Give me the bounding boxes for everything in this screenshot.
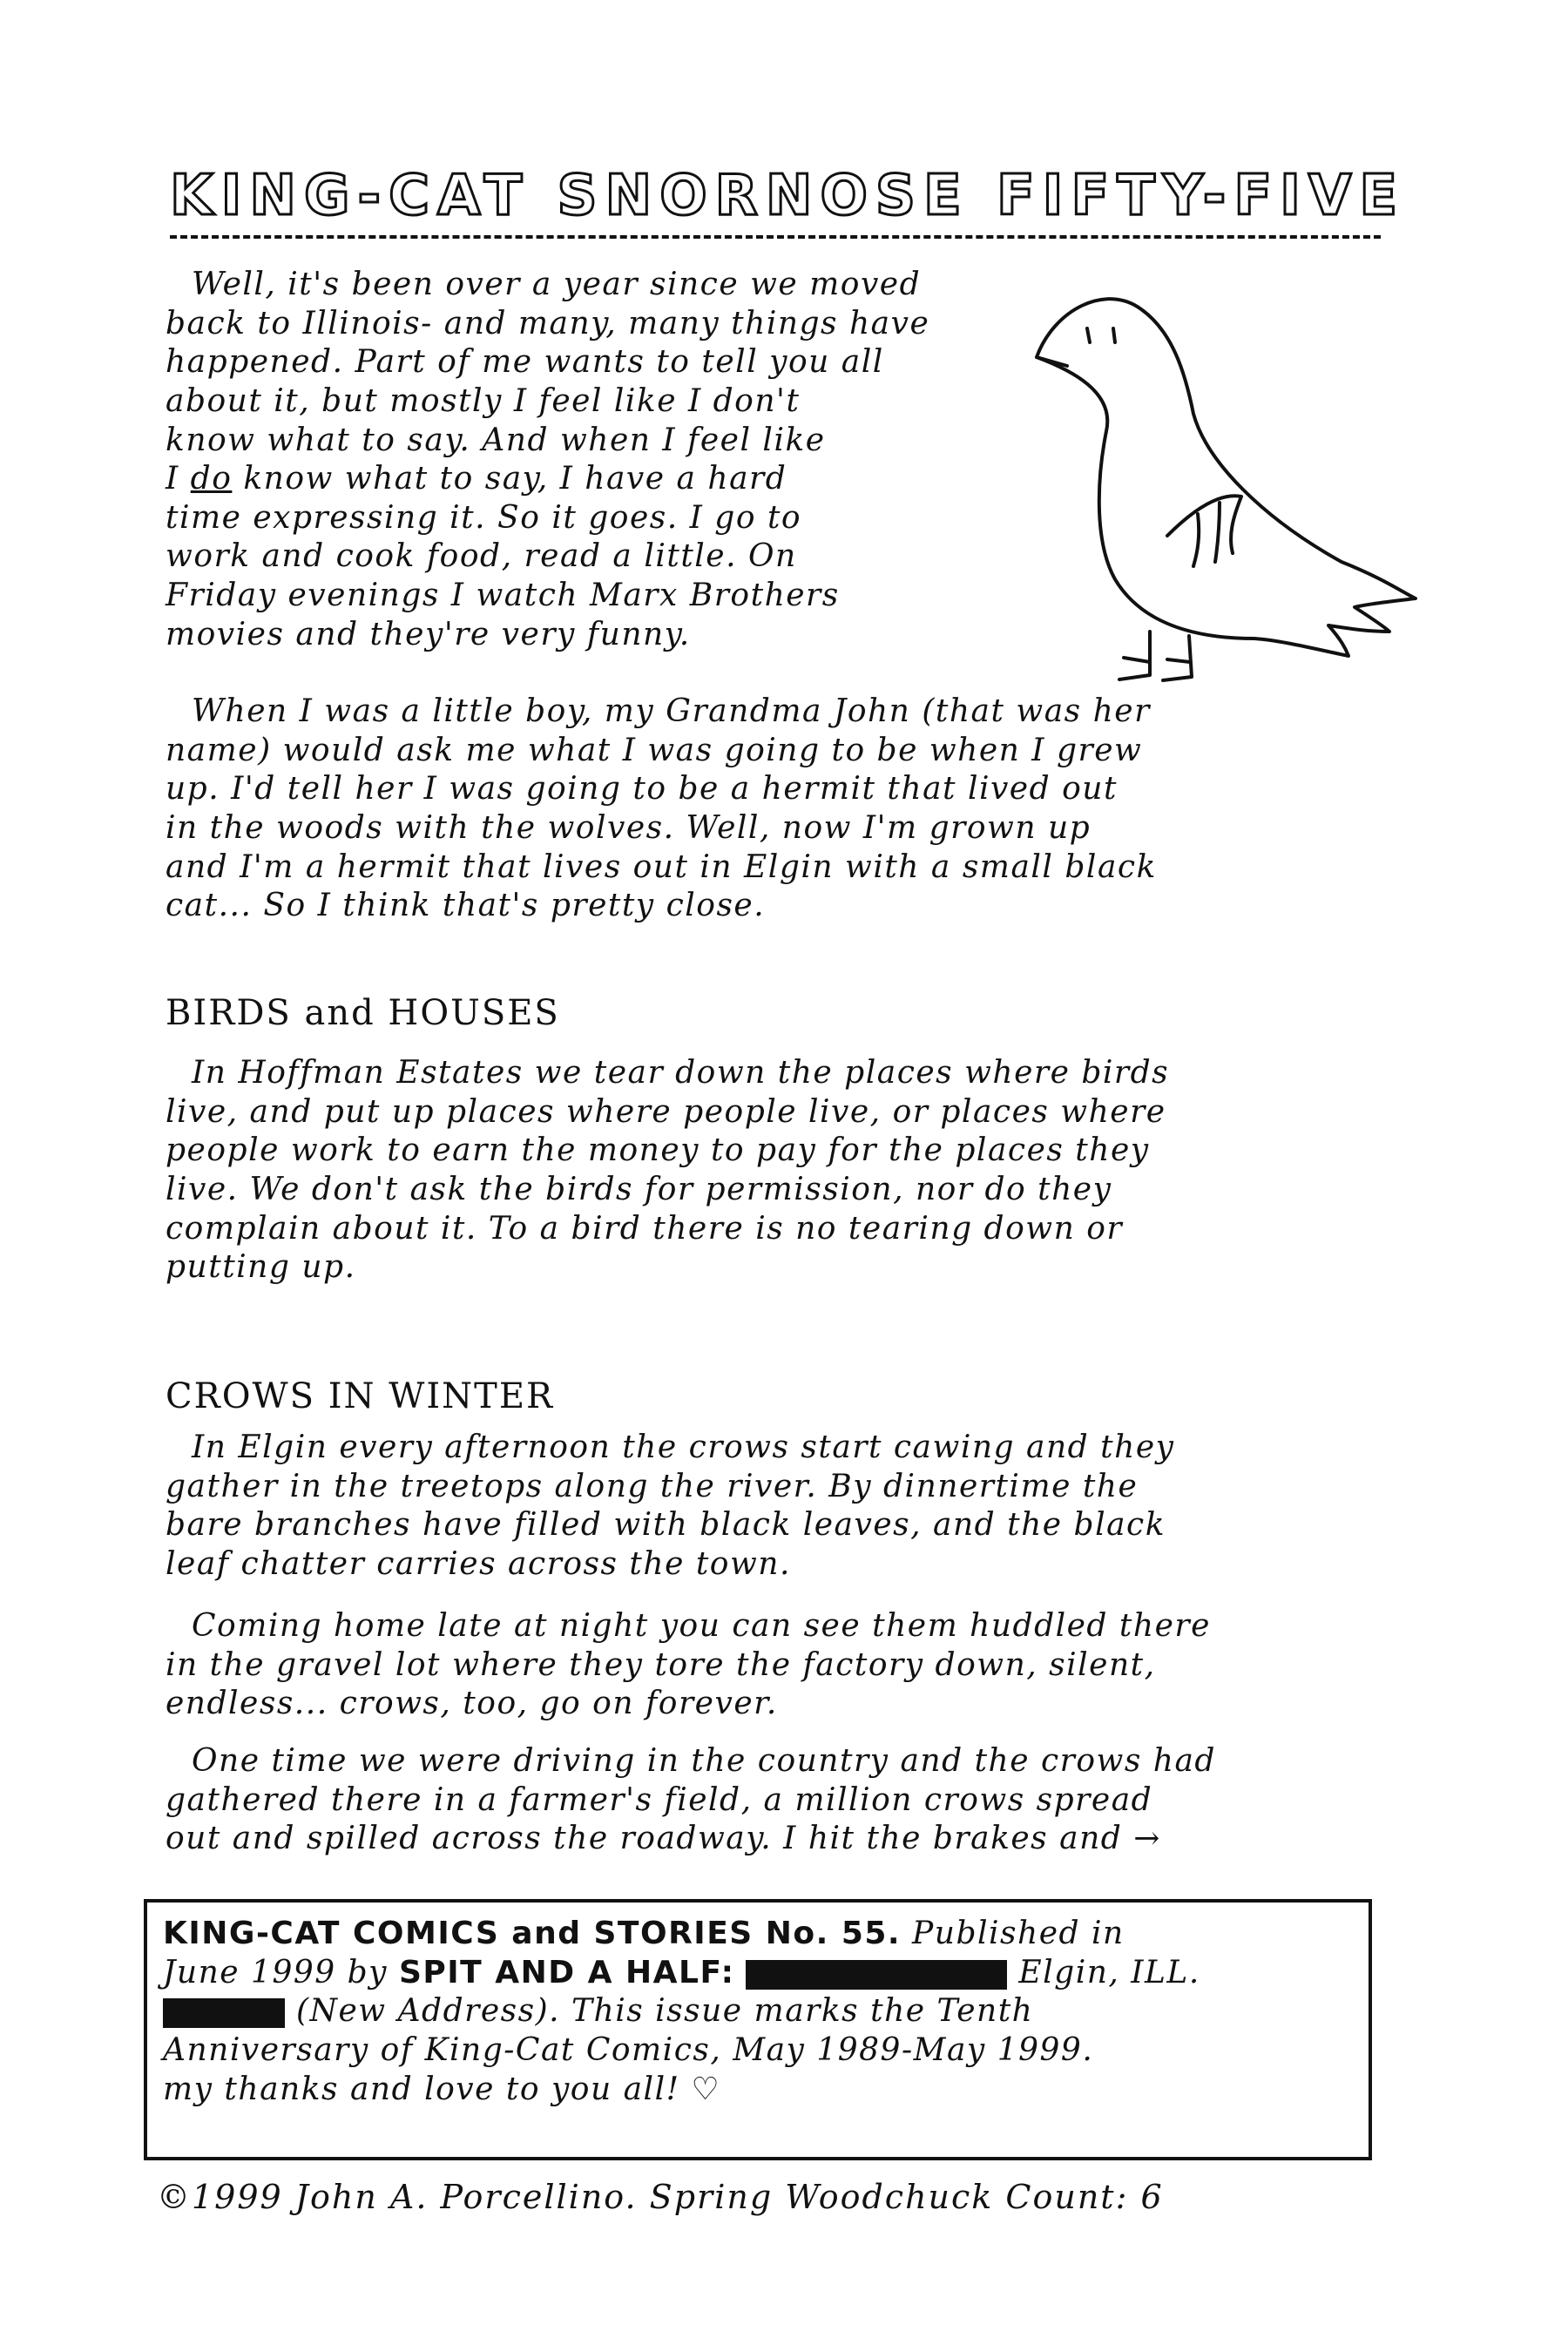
grandma-line-3: up. I'd tell her I was going to be a hermit that lived out xyxy=(166,771,1118,808)
intro-line-8: work and cook food, read a little. On xyxy=(166,538,797,575)
crows-p2-line-2: in the gravel lot where they tore the factory down, silent, xyxy=(166,1646,1156,1683)
colophon-line-4: Anniversary of King-Cat Comics, May 1989-May 1999. xyxy=(163,2031,1094,2068)
intro-line-2: back to Illinois- and many, many things have xyxy=(166,305,930,341)
intro-paragraph xyxy=(166,266,929,654)
crows-p3-line-3: out and spilled across the roadway. I hit the brakes and → xyxy=(166,1821,1161,1857)
intro-line-9: Friday evenings I watch Marx Brothers xyxy=(166,578,840,613)
intro-line-10: movies and they're very funny. xyxy=(166,616,691,652)
birds-line-1: In Hoffman Estates we tear down the places where birds xyxy=(192,1055,1170,1091)
copyright-line: ©1999 John A. Porcellino. Spring Woodchuck Count: 6 xyxy=(157,2178,1164,2216)
grandma-line-1: When I was a little boy, my Grandma John (that was her xyxy=(192,693,1151,729)
page-title: KING-CAT SNORNOSE FIFTY-FIVE xyxy=(170,164,1406,228)
intro-line-4: about it, but mostly I feel like I don't xyxy=(166,382,801,419)
crows-heading: CROWS IN WINTER xyxy=(166,1376,555,1416)
intro-line-6-end: know what to say, I have a hard xyxy=(232,461,787,497)
intro-line-7: time expressing it. So it goes. I go to xyxy=(166,499,802,536)
new-address-note: (New Address). This issue marks the Tenth xyxy=(285,1993,1034,2030)
intro-line-6 xyxy=(166,460,929,499)
redacted-zip xyxy=(163,1998,285,2028)
birds-houses-heading: BIRDS and HOUSES xyxy=(166,993,560,1033)
redacted-address xyxy=(746,1960,1007,1990)
publication-date: June 1999 by xyxy=(163,1954,399,1990)
publisher-name: SPIT AND A HALF: xyxy=(398,1954,735,1990)
crows-paragraph-2 xyxy=(166,1607,1211,1724)
crows-p2-line-3: endless... crows, too, go on forever. xyxy=(166,1686,778,1722)
crows-paragraph-1 xyxy=(166,1429,1174,1585)
crow-drawing xyxy=(1019,274,1429,693)
crows-p3-line-2: gathered there in a farmer's field, a million crows spread xyxy=(166,1781,1153,1818)
crows-p3-line-1: One time we were driving in the country and the crows had xyxy=(192,1743,1216,1779)
colophon-box xyxy=(144,1899,1372,2160)
heart-icon: ♡ xyxy=(691,2071,721,2107)
colophon-line-3 xyxy=(163,1992,1353,2031)
colophon-line-2 xyxy=(163,1954,1353,1993)
birds-line-6: putting up. xyxy=(166,1249,356,1286)
grandma-line-5: and I'm a hermit that lives out in Elgin with a small black xyxy=(166,848,1157,885)
thanks-text: my thanks and love to you all! xyxy=(163,2071,680,2107)
intro-line-1: Well, it's been over a year since we moved xyxy=(192,267,922,302)
grandma-line-2: name) would ask me what I was going to be when I grew xyxy=(166,732,1143,768)
crows-p1-line-4: leaf chatter carries across the town. xyxy=(166,1545,791,1582)
title-dashed-rule xyxy=(170,235,1381,239)
intro-line-6-emphasis: do xyxy=(190,461,233,497)
crows-p1-line-3: bare branches have filled with black leaves, and the black xyxy=(166,1507,1166,1544)
grandma-paragraph xyxy=(166,693,1157,926)
crows-p1-line-2: gather in the treetops along the river. By dinnertime the xyxy=(166,1468,1139,1504)
birds-line-2: live, and put up places where people live, or places where xyxy=(166,1093,1166,1130)
birds-line-4: live. We don't ask the birds for permission, nor do they xyxy=(166,1171,1112,1207)
birds-houses-paragraph xyxy=(166,1054,1169,1288)
grandma-line-4: in the woods with the wolves. Well, now I'm grown up xyxy=(166,809,1092,846)
birds-line-5: complain about it. To a bird there is no tearing down or xyxy=(166,1210,1124,1247)
grandma-line-6: cat... So I think that's pretty close. xyxy=(166,888,766,924)
colophon-line-1 xyxy=(163,1915,1353,1954)
crows-p1-line-1: In Elgin every afternoon the crows start cawing and they xyxy=(192,1429,1175,1465)
crows-paragraph-3 xyxy=(166,1742,1216,1859)
publication-title: KING-CAT COMICS and STORIES No. 55. xyxy=(163,1916,902,1951)
colophon-line-5 xyxy=(163,2071,1353,2110)
publisher-city: Elgin, ILL. xyxy=(1007,1954,1200,1990)
intro-line-3: happened. Part of me wants to tell you all xyxy=(166,344,884,381)
birds-line-3: people work to earn the money to pay for the places they xyxy=(166,1132,1150,1169)
intro-line-6-start: I xyxy=(166,461,191,497)
crows-p2-line-1: Coming home late at night you can see them huddled there xyxy=(192,1608,1211,1644)
published-in: Published in xyxy=(901,1916,1125,1951)
intro-line-5: know what to say. And when I feel like xyxy=(166,422,826,458)
